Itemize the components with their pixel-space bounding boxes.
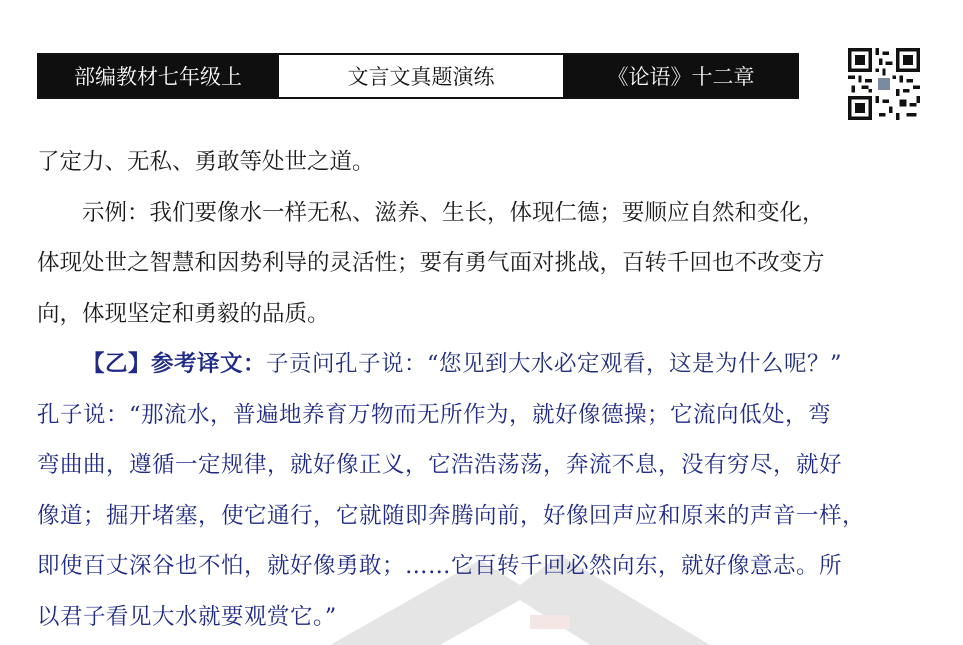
translation-text: 子贡问孔子说：“您见到大水必定观看，这是为什么呢？” — [266, 351, 843, 377]
body-line: 示例：我们要像水一样无私、滋养、生长，体现仁德；要顺应自然和变化， — [82, 199, 825, 226]
translation-line: 弯曲曲，遵循一定规律，就好像正义，它浩浩荡荡，奔流不息，没有穷尽，就好 — [37, 452, 843, 478]
header-bar — [37, 53, 799, 99]
body-line: 向，体现坚定和勇毅的品质。 — [37, 300, 330, 327]
translation-line: 以君子看见大水就要观赏它。” — [37, 603, 337, 630]
body-line: 了定力、无私、勇敢等处世之道。 — [37, 149, 375, 175]
qr-code-icon — [848, 48, 920, 120]
translation-first-line — [37, 339, 927, 390]
body-line: 体现处世之智慧和因势利导的灵活性；要有勇气面对挑战，百转千回也不改变方 — [37, 250, 825, 276]
translation-label: 【乙】 — [82, 351, 152, 377]
header-chapter-title: 《论语》十二章 — [565, 55, 797, 97]
translation-line: 孔子说：“那流水，普遍地养育万物而无所作为，就好像德操；它流向低处，弯 — [37, 401, 832, 428]
header-section-title: 文言文真题演练 — [277, 55, 565, 97]
header-grade-label: 部编教材七年级上 — [39, 55, 277, 97]
translation-line: 像道；掘开堵塞，使它通行，它就随即奔腾向前，好像回声应和原来的声音一样， — [37, 502, 866, 529]
translation-line: 即使百丈深谷也不怕，就好像勇敢；……它百转千回必然向东，就好像意志。所 — [37, 553, 843, 579]
document-body — [37, 137, 927, 642]
translation-heading: 参考译文： — [151, 351, 267, 377]
